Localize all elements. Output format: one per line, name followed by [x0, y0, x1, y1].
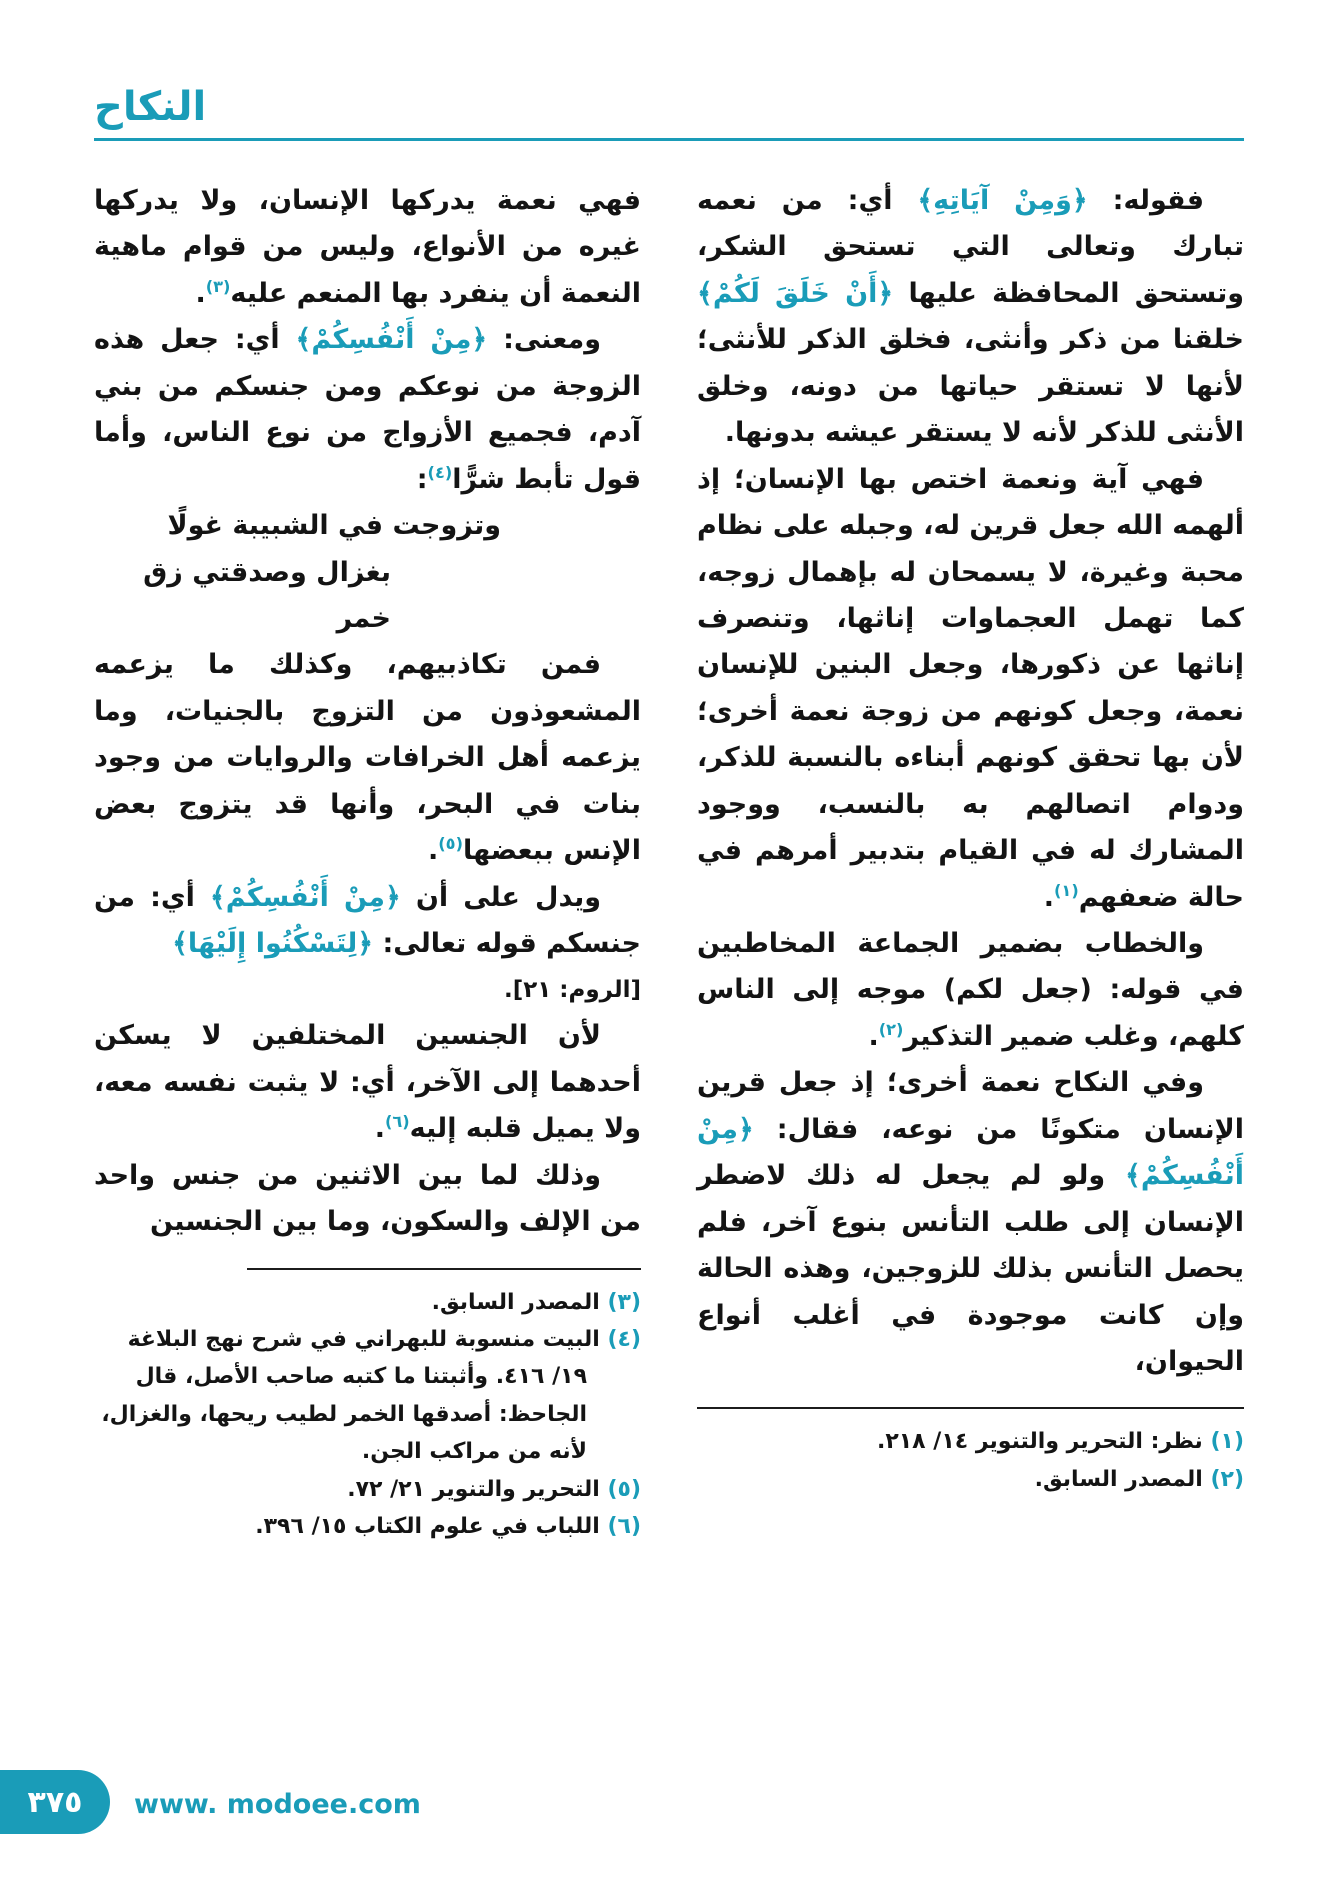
footnote-number: (٤) [607, 1327, 641, 1353]
footnote-text: التحرير والتنوير ٢١/ ٧٢. [347, 1476, 608, 1502]
quran-quote: ﴿مِنْ أَنْفُسِكُمْ﴾ [209, 881, 401, 913]
paragraph [94, 317, 641, 503]
footnote [697, 1423, 1244, 1460]
paragraph [94, 1013, 641, 1152]
text-segment: وفي النكاح نعمة أخرى؛ إذ جعل قرين الإنسان متكونًا من نوعه، فقال: [697, 1067, 1244, 1145]
text-segment: أي: من نعمه تبارك وتعالى التي تستحق الشكر، وتستحق المحافظة عليها [697, 185, 1244, 309]
footnote-number: (٣) [607, 1289, 641, 1315]
text-segment: وذلك لما بين الاثنين من جنس واحد من الإلف والسكون، وما بين الجنسين [94, 1159, 641, 1238]
text-segment: [الروم: ٢١]. [503, 977, 641, 1004]
quran-quote: ﴿لِتَسْكُنُوا إِلَيْهَا﴾ [172, 928, 374, 959]
text-segment: ويدل على أن [400, 881, 601, 913]
paragraphs-right [697, 178, 1244, 1385]
quran-quote: ﴿وَمِنْ آيَاتِهِ﴾ [917, 185, 1088, 216]
paragraph [94, 503, 641, 549]
footnote-number: (١) [1210, 1429, 1244, 1455]
footnote-ref: (٢) [878, 1019, 904, 1039]
text-segment: والخطاب بضمير الجماعة المخاطبين في قوله: (جعل لكم) موجه إلى الناس كلهم، وغلب ضمير التذكير [697, 928, 1244, 1052]
footnote-ref: (١) [1054, 880, 1079, 900]
footnote-number: (٥) [607, 1476, 641, 1502]
paragraph [697, 921, 1244, 1060]
paragraph [94, 550, 641, 643]
text-segment: فقوله: [1087, 185, 1204, 216]
paragraph [94, 875, 641, 968]
paragraph [697, 457, 1244, 921]
page-header [94, 84, 1244, 141]
footnote-ref: (٦) [384, 1112, 410, 1132]
footnote-text: البيت منسوبة للبهراني في شرح نهج البلاغة ١٩/ ٤١٦. وأثبتنا ما كتبه صاحب الأصل، قال الجاحظ: أصدقها الخمر لطيب ريحها، والغزال، لأنه من مراكب الجن. [101, 1327, 608, 1465]
footnote-text: المصدر السابق. [1034, 1466, 1211, 1492]
text-segment: وتزوجت في الشبيبة غولًا [167, 510, 501, 542]
paragraph [94, 178, 641, 317]
quran-quote: ﴿مِنْ أَنْفُسِكُمْ﴾ [697, 1113, 1244, 1192]
text-segment: لأن الجنسين المختلفين لا يسكن أحدهما إلى الآخر، أي: لا يثبت نفسه معه، ولا يميل قلبه إليه [94, 1020, 641, 1145]
paragraph [697, 178, 1244, 457]
footnote-ref: (٤) [427, 462, 453, 482]
text-segment: فمن تكاذبيهم، وكذلك ما يزعمه المشعوذون من التزوج بالجنيات، وما يزعمه أهل الخرافات والروايات من وجود بنات في البحر، وأنها قد يتزوج بعض الإنس ببعضها [94, 649, 641, 867]
text-segment: . [195, 277, 206, 309]
text-segment: بغزال وصدقتي زق خمر [143, 556, 391, 634]
column-right [697, 178, 1244, 1498]
chapter-title: النكاح [94, 84, 207, 130]
text-segment: فهي نعمة يدركها الإنسان، ولا يدركها غيره من الأنواع، وليس من قوام ماهية النعمة أن ينفرد بها المنعم عليه [94, 185, 641, 309]
footnote [94, 1284, 641, 1321]
text-segment: خلقنا من ذكر وأنثى، فخلق الذكر للأنثى؛ لأنها لا تستقر حياتها من دونه، وخلق الأنثى للذكر لأنه لا يستقر عيشه بدونها. [697, 324, 1244, 449]
footnotes-separator-left [247, 1268, 641, 1270]
text-segment: أي: جعل هذه الزوجة من نوعكم ومن جنسكم من بني آدم، فجميع الأزواج من نوع الناس، وأما قول تأبط شرًّا [94, 324, 641, 495]
website-url: www. modoee.com [134, 1789, 421, 1820]
paragraph [94, 1153, 641, 1246]
footnote-text: المصدر السابق. [431, 1289, 608, 1315]
footnotes-left [94, 1284, 641, 1546]
quran-quote: ﴿أَنْ خَلَقَ لَكُمْ﴾ [697, 277, 894, 309]
footnote-ref: (٥) [438, 834, 463, 854]
text-segment: . [428, 835, 439, 867]
text-segment: . [1043, 881, 1055, 913]
footnote [94, 1471, 641, 1508]
page-number-badge [0, 1770, 110, 1834]
footnote-number: (٢) [1210, 1466, 1244, 1492]
footnote [94, 1508, 641, 1545]
footnote [94, 1321, 641, 1471]
page-number: ٣٧٥ [27, 1784, 83, 1820]
paragraphs-left [94, 178, 641, 1246]
paragraph [94, 642, 641, 874]
text-segment: . [868, 1020, 879, 1052]
text-segment: أي: من جنسكم قوله تعالى: [94, 881, 641, 959]
footnote-ref: (٣) [205, 276, 231, 296]
footnote-text: نظر: التحرير والتنوير ١٤/ ٢١٨. [876, 1429, 1211, 1455]
footnotes-separator-right [697, 1407, 1244, 1409]
footnote-number: (٦) [607, 1513, 641, 1539]
footnote-text: اللباب في علوم الكتاب ١٥/ ٣٩٦. [255, 1513, 608, 1539]
text-segment: ومعنى: [487, 324, 601, 356]
text-segment: : [416, 463, 428, 495]
quran-quote: ﴿مِنْ أَنْفُسِكُمْ﴾ [295, 324, 488, 356]
text-columns [94, 178, 1244, 1545]
text-segment: . [374, 1113, 385, 1145]
footnotes-right [697, 1423, 1244, 1498]
column-left [94, 178, 641, 1545]
text-segment: ولو لم يجعل له ذلك لاضطر الإنسان إلى طلب التأنس بنوع آخر، فلم يحصل التأنس بذلك للزوجين، وهذه الحالة وإن كانت موجودة في أغلب أنواع الحيوان، [697, 1160, 1244, 1377]
paragraph [697, 1060, 1244, 1385]
header-rule [94, 138, 1244, 141]
paragraph [94, 967, 641, 1013]
footnote [697, 1461, 1244, 1498]
text-segment: فهي آية ونعمة اختص بها الإنسان؛ إذ ألهمه الله جعل قرين له، وجبله على نظام محبة وغيرة، لا يسمحان له بإهمال زوجه، كما تهمل العجماوات إناثها، وتنصرف إناثها عن ذكورها، وجعل البنين للإنسان نعمة، وجعل كونهم من زوجة نعمة أخرى؛ لأن بها تحقق كونهم أبناءه بالنسبة للذكر، ودوام اتصالهم به بالنسب، ووجود المشارك له في القيام بتدبير أمرهم في حالة ضعفهم [697, 463, 1244, 913]
